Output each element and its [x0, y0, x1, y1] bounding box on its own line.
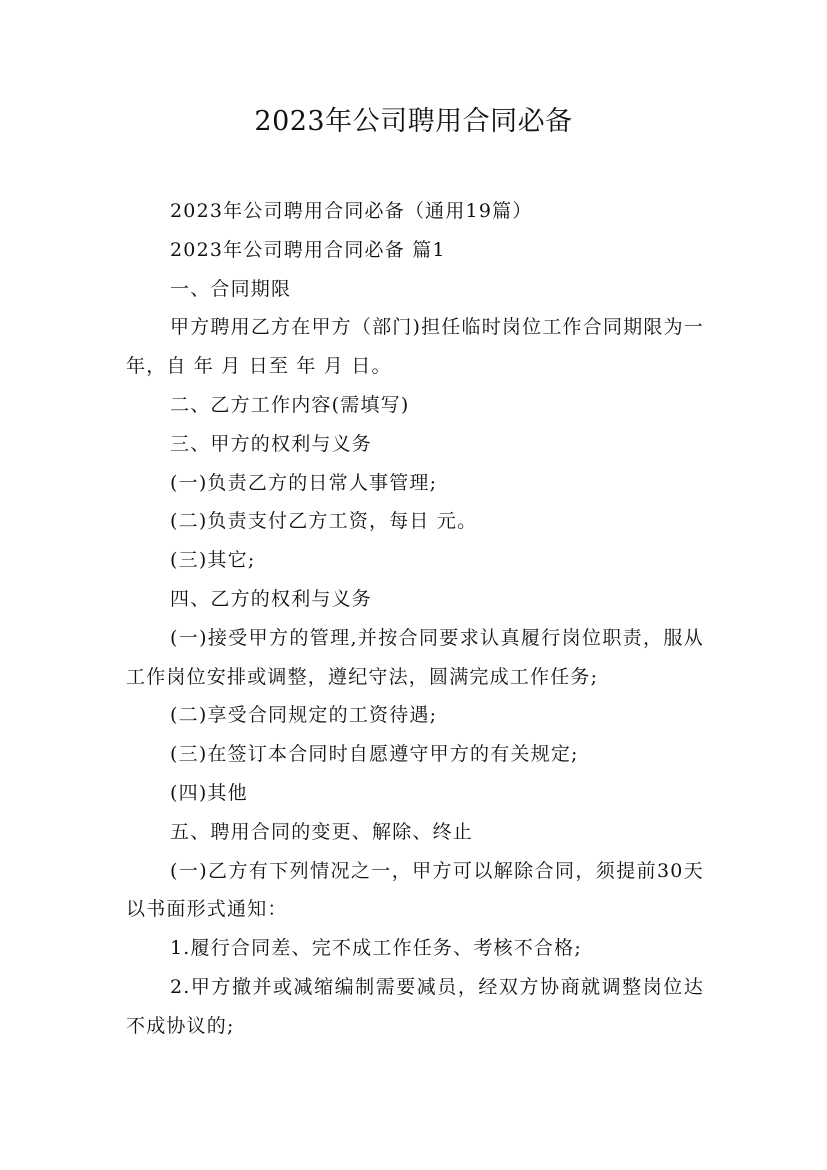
clause-item: (二)负责支付乙方工资，每日 元。 — [170, 510, 478, 533]
section-heading: 四、乙方的权利与义务 — [170, 587, 373, 610]
clause-item: (四)其他 — [170, 781, 248, 804]
numbered-item: 1.履行合同差、完不成工作任务、考核不合格; — [170, 937, 582, 960]
clause-item: (一)接受甲方的管理,并按合同要求认真履行岗位职责，服从工作岗位安排或调整，遵纪守法，圆满完成工作任务; — [126, 626, 704, 688]
clause-item: (一)乙方有下列情况之一，甲方可以解除合同，须提前30天以书面形式通知： — [126, 859, 704, 921]
section-heading: 五、聘用合同的变更、解除、终止 — [170, 820, 474, 843]
clause-item: (三)在签订本合同时自愿遵守甲方的有关规定; — [170, 743, 579, 766]
body-paragraph: 甲方聘用乙方在甲方（部门)担任临时岗位工作合同期限为一年，自 年 月 日至 年 月 日。 — [126, 316, 704, 378]
numbered-item: 2.甲方撤并或减缩编制需要减员，经双方协商就调整岗位达不成协议的; — [126, 975, 704, 1037]
section-heading: 三、甲方的权利与义务 — [170, 432, 373, 455]
clause-item: (一)负责乙方的日常人事管理; — [170, 471, 438, 494]
chapter-heading: 2023年公司聘用合同必备 篇1 — [170, 238, 446, 261]
section-heading: 二、乙方工作内容(需填写) — [170, 393, 410, 416]
document-body — [126, 192, 704, 1046]
document-title: 2023年公司聘用合同必备 — [254, 106, 573, 137]
subtitle-paragraph: 2023年公司聘用合同必备（通用19篇） — [170, 200, 533, 222]
clause-item: (三)其它; — [170, 549, 256, 572]
section-heading: 一、合同期限 — [170, 277, 292, 300]
clause-item: (二)享受合同规定的工资待遇; — [170, 704, 438, 727]
